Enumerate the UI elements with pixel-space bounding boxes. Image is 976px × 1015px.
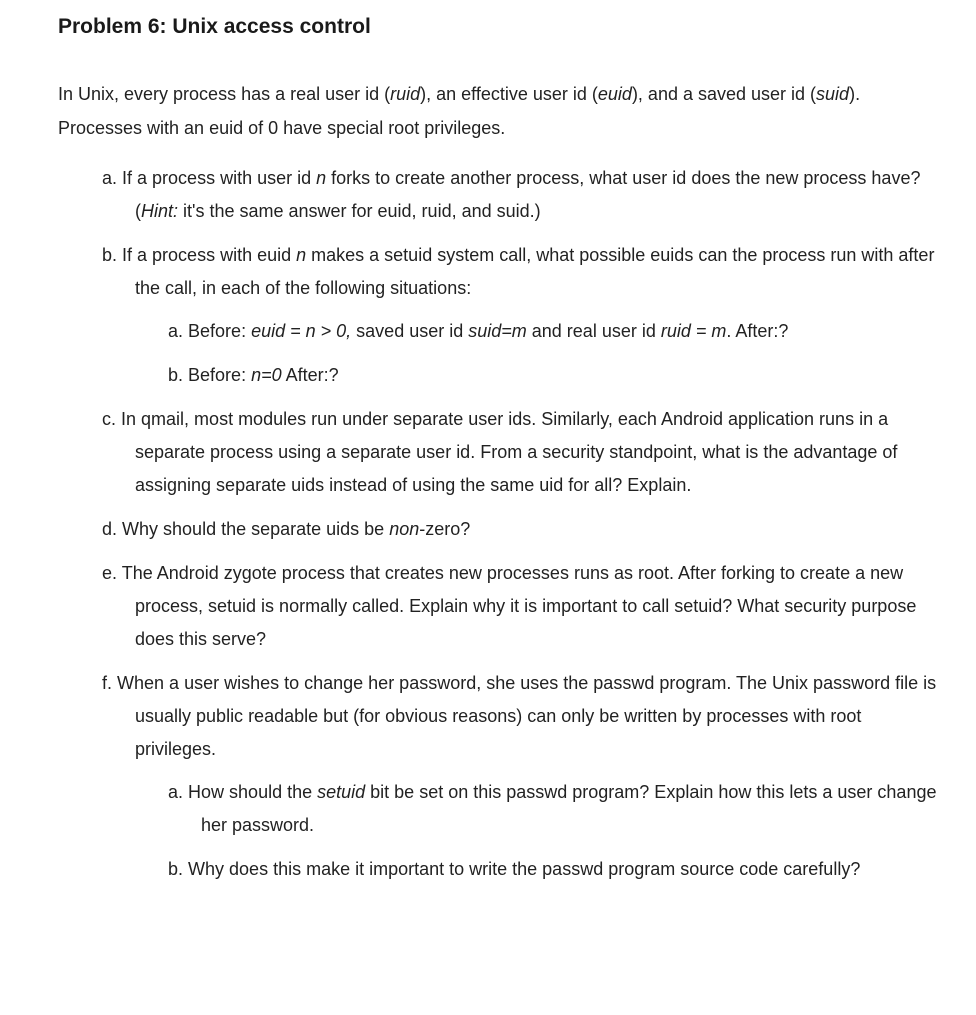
intro-text-4: ). Processes with an euid of 0 have special root privileges. [58,84,861,138]
question-b-sub-b-text-2: After:? [281,365,339,385]
question-d-non: non [389,519,420,539]
question-b-sub-a-text-2: saved user id [351,321,469,341]
question-c-label: c. [102,409,117,429]
intro-text-3: ), and a saved user id ( [631,84,817,104]
question-f-sub-a-text-1: How should the [188,782,318,802]
question-f [58,667,938,766]
question-a-n: n [316,168,327,188]
question-b-sub-a [58,315,938,348]
question-f-sub-a-setuid: setuid [317,782,366,802]
question-b-sub-b-text-1: Before: [188,365,252,385]
question-b-sub-b-label: b. [168,365,184,385]
question-a-label: a. [102,168,118,188]
question-b-text-1: If a process with euid [122,245,297,265]
ruid-term: ruid [390,84,421,104]
question-f-sub-b [58,853,938,886]
question-d-text-1: Why should the separate uids be [122,519,390,539]
intro-text-2: ), an effective user id ( [420,84,598,104]
question-e [58,557,938,656]
question-b-sub-a-label: a. [168,321,184,341]
question-b-sub-a-text-1: Before: [188,321,252,341]
question-c [58,403,938,502]
question-f-text: When a user wishes to change her password, she uses the passwd program. The Unix password file is usually public readable but (for obvious reasons) can only be written by processes with root privileges. [117,673,937,759]
question-a [58,162,938,228]
intro-text-1: In Unix, every process has a real user id ( [58,84,391,104]
problem-document [58,8,938,886]
question-f-sub-a-text-2: bit be set on this passwd program? Explain how this lets a user change her password. [201,782,937,835]
question-e-text: The Android zygote process that creates new processes runs as root. After forking to create a new process, setuid is normally called. Explain why it is important to call setuid? What security purpose does this serve? [121,563,917,649]
question-a-hint: Hint: [141,201,179,221]
question-b-sub-a-text-4: . After:? [726,321,789,341]
question-b-sub-b-n: n=0 [251,365,282,385]
intro-paragraph [58,77,938,145]
question-b-sub-a-euid: euid = n > 0, [251,321,352,341]
question-f-sub-a [58,776,938,842]
question-b-label: b. [102,245,118,265]
question-c-text: In qmail, most modules run under separate user ids. Similarly, each Android application runs in a separate process using a separate user id. From a security standpoint, what is the advantage of assigning separate uids instead of using the same uid for all? Explain. [121,409,898,495]
question-e-label: e. [102,563,118,583]
question-b-n: n [296,245,307,265]
question-b-text-2: makes a setuid system call, what possible euids can the process run with after the call, in each of the following situations: [135,245,935,298]
question-b-sub-a-ruid: ruid = m [660,321,727,341]
question-b [58,239,938,305]
question-a-text-1: If a process with user id [122,168,317,188]
question-b-sub-a-suid: suid=m [468,321,527,341]
question-b-sub-b [58,359,938,392]
question-d-text-2: -zero? [419,519,471,539]
question-d [58,513,938,546]
question-d-label: d. [102,519,118,539]
question-a-text-3: it's the same answer for euid, ruid, and suid.) [178,201,541,221]
question-f-sub-b-text: Why does this make it important to write the passwd program source code carefully? [188,859,861,879]
question-f-label: f. [102,673,113,693]
question-f-sub-b-label: b. [168,859,184,879]
question-b-sub-a-text-3: and real user id [526,321,661,341]
problem-title: Problem 6: Unix access control [58,15,371,38]
question-f-sub-a-label: a. [168,782,184,802]
euid-term: euid [597,84,632,104]
question-a-text-2: forks to create another process, what user id does the new process have? ( [135,168,921,221]
suid-term: suid [816,84,850,104]
